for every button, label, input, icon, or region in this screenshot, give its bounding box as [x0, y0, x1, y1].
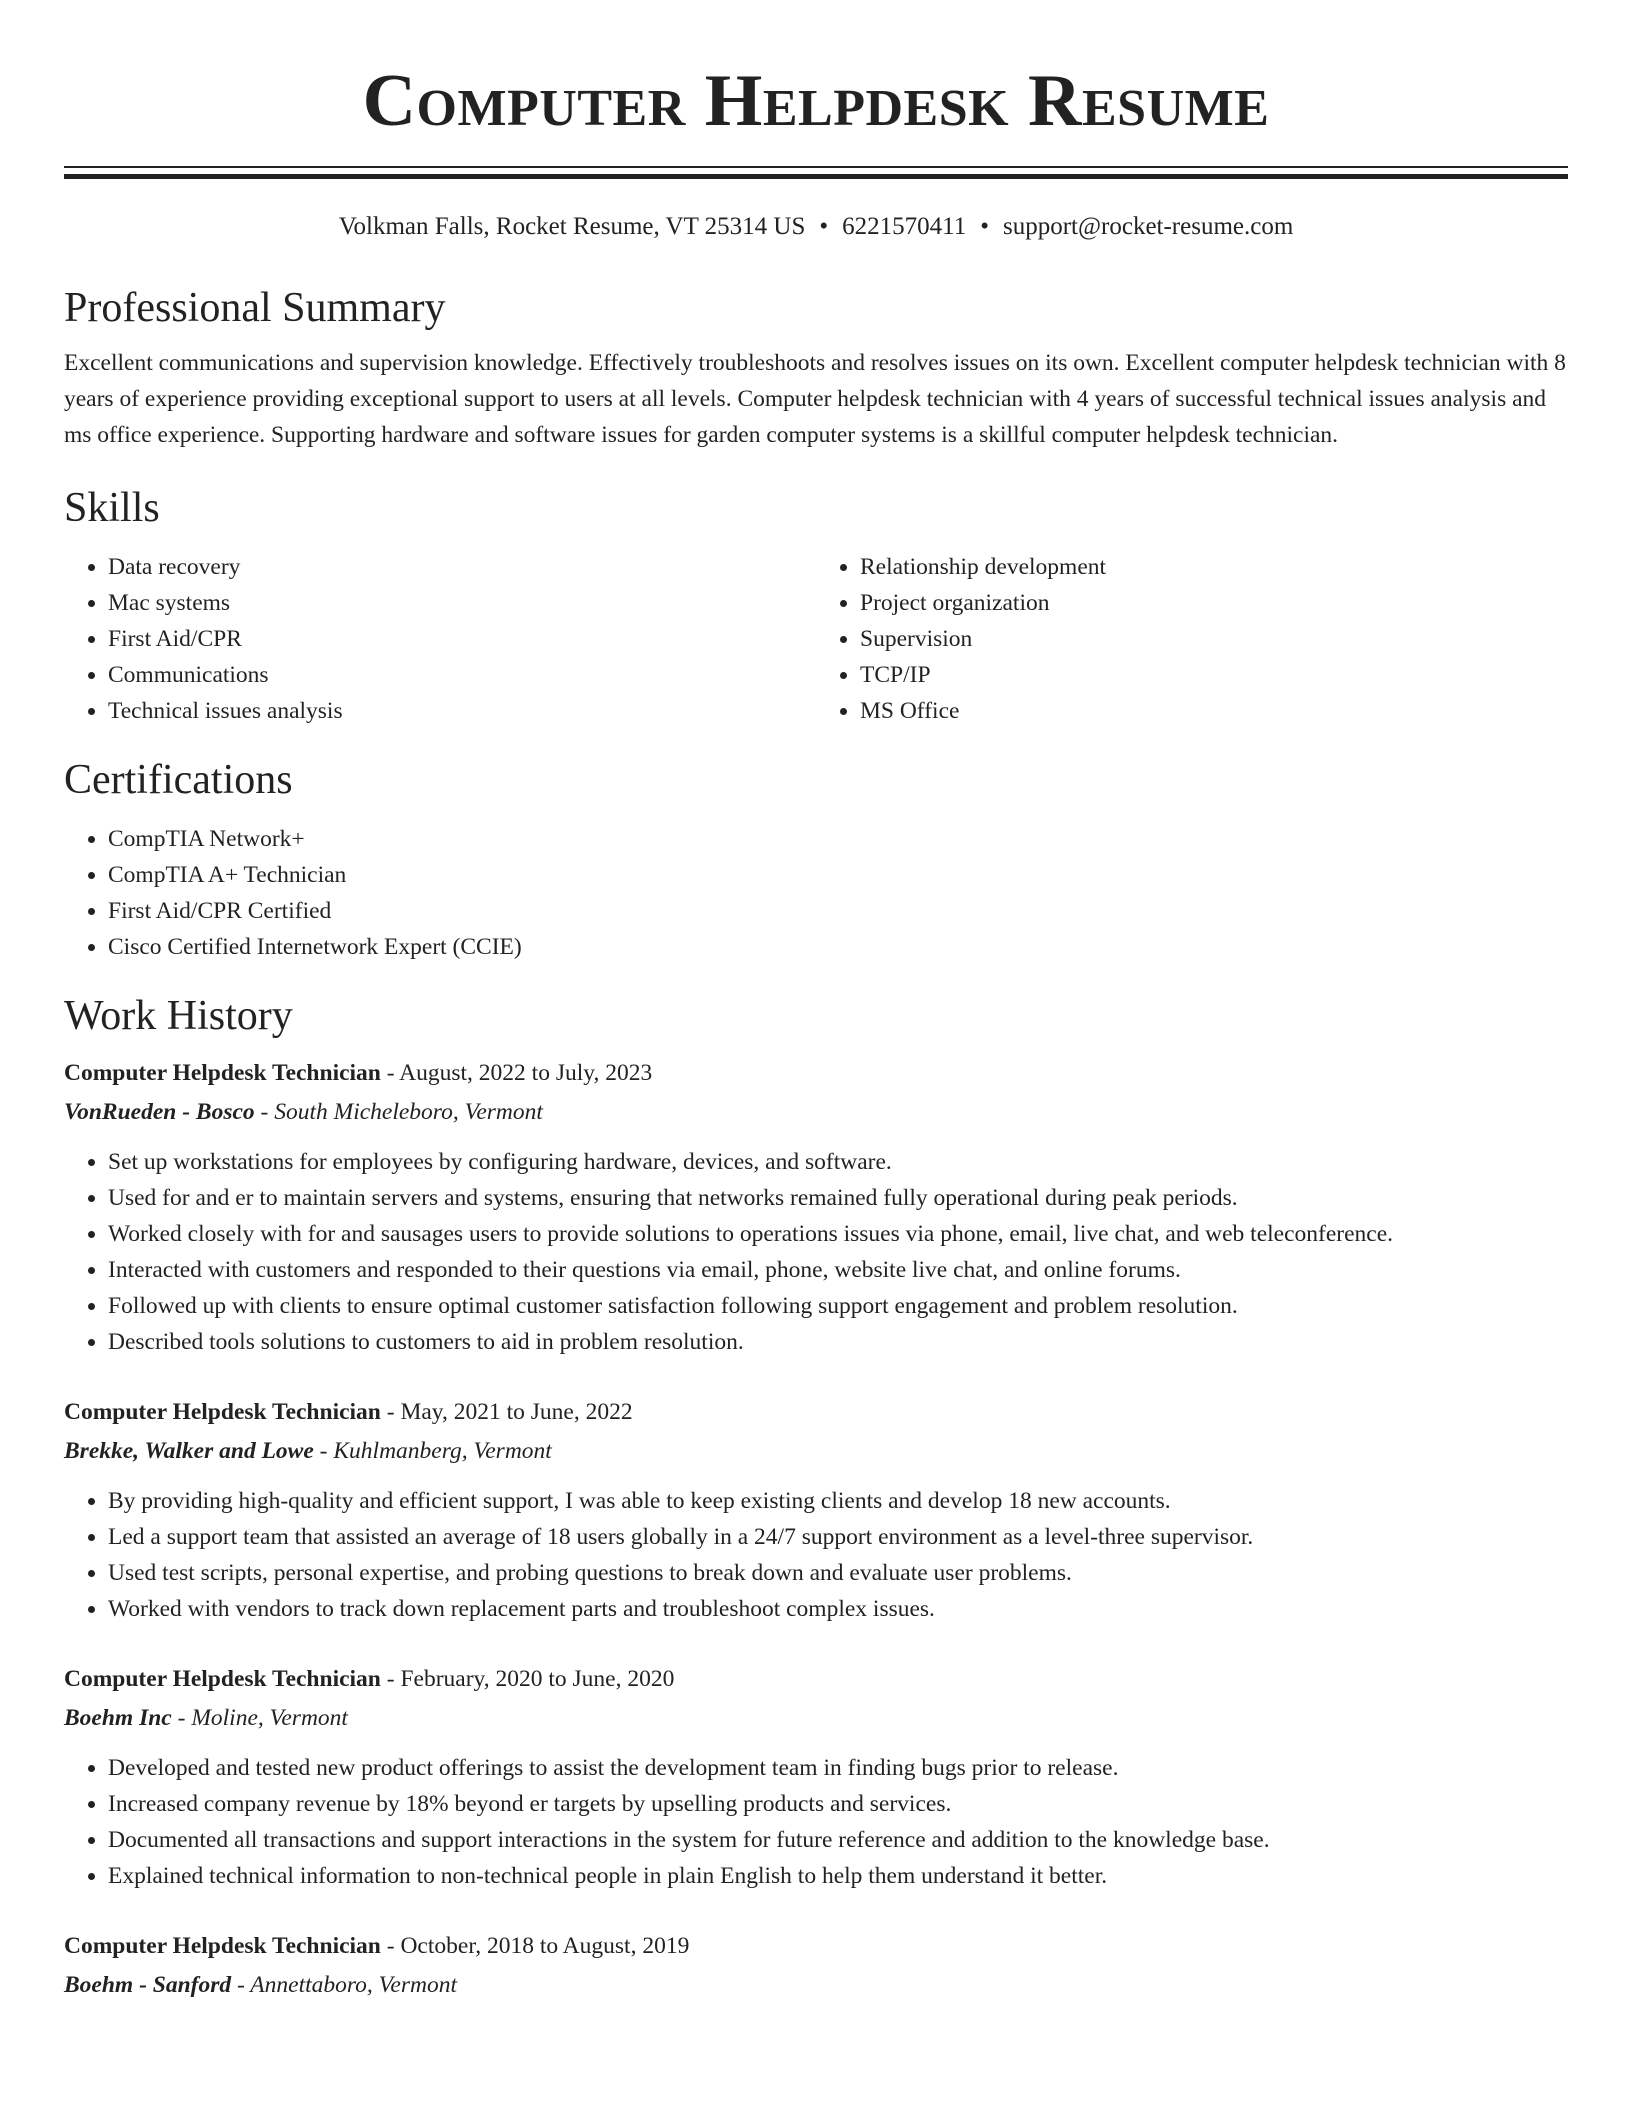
job-bullet: • By providing high-quality and efficient support, I was able to keep existing clients and develop 18 new accounts. [108, 1483, 1568, 1519]
skill-item: • Data recovery [108, 549, 816, 585]
job-entry [64, 1928, 1568, 2003]
summary-text: Excellent communications and supervision knowledge. Effectively troubleshoots and resolves issues on its own. Excellent computer helpdesk technician with 8 years of experience providing exceptional support to users at all levels. Computer helpdesk technician with 4 years of successful technical issues analysis and ms office experience. Supporting hardware and software issues for garden computer systems is a skillful computer helpdesk technician. [64, 350, 1566, 448]
certifications-heading: Certifications [64, 757, 293, 803]
job-title-line [64, 1394, 1568, 1430]
bullet-separator: • [819, 213, 829, 240]
title-rule-thin [64, 166, 1568, 168]
job-bullets [64, 1483, 1568, 1627]
job-bullet: • Explained technical information to non-technical people in plain English to help them understand it better. [108, 1858, 1568, 1894]
job-bullet: • Documented all transactions and support interactions in the system for future reference and addition to the knowledge base. [108, 1822, 1568, 1858]
job-title-line [64, 1055, 1568, 1091]
job-role: Computer Helpdesk Technician [64, 1933, 381, 1959]
job-bullet: • Used test scripts, personal expertise, and probing questions to break down and evaluate user problems. [108, 1555, 1568, 1591]
skills-column-left [64, 549, 816, 729]
skill-item: • TCP/IP [860, 657, 1568, 693]
dash: - [231, 1972, 251, 1998]
job-company-line [64, 1967, 1568, 2003]
job-bullet: • Used for and er to maintain servers and systems, ensuring that networks remained fully operational during peak periods. [108, 1180, 1568, 1216]
job-bullets [64, 1750, 1568, 1894]
summary-heading: Professional Summary [64, 285, 446, 331]
job-entry [64, 1394, 1568, 1627]
job-role: Computer Helpdesk Technician [64, 1060, 381, 1086]
job-location: Kuhlmanberg, Vermont [333, 1438, 552, 1464]
skill-item: • First Aid/CPR [108, 621, 816, 657]
job-bullet: • Set up workstations for employees by configuring hardware, devices, and software. [108, 1144, 1568, 1180]
certification-item: • Cisco Certified Internetwork Expert (CCIE) [108, 929, 1568, 965]
skills-list [64, 549, 1568, 729]
job-title-line [64, 1661, 1568, 1697]
job-bullet: • Followed up with clients to ensure optimal customer satisfaction following support engagement and problem resolution. [108, 1288, 1568, 1324]
contact-address: Volkman Falls, Rocket Resume, VT 25314 US [338, 213, 806, 240]
contact-phone: 6221570411 [842, 213, 967, 240]
job-bullet: • Interacted with customers and responded to their questions via email, phone, website live chat, and online forums. [108, 1252, 1568, 1288]
job-location: Annettaboro, Vermont [250, 1972, 457, 1998]
skill-item: • Communications [108, 657, 816, 693]
job-dates: August, 2022 to July, 2023 [399, 1060, 653, 1086]
job-title-line [64, 1928, 1568, 1964]
dash: - [380, 1666, 401, 1692]
job-company-line [64, 1700, 1568, 1736]
dash: - [380, 1399, 401, 1425]
dash: - [313, 1438, 334, 1464]
job-company: Boehm Inc [64, 1705, 172, 1731]
job-company: VonRueden - Bosco [64, 1099, 255, 1125]
resume-page [64, 0, 1568, 2003]
job-bullet: • Developed and tested new product offerings to assist the development team in finding bugs prior to release. [108, 1750, 1568, 1786]
job-bullet: • Described tools solutions to customers to aid in problem resolution. [108, 1324, 1568, 1360]
job-company: Boehm - Sanford [64, 1972, 232, 1998]
certifications-list [64, 821, 1568, 965]
job-bullets [64, 1144, 1568, 1360]
title-rule-thick [64, 174, 1568, 179]
job-role: Computer Helpdesk Technician [64, 1666, 381, 1692]
contact-line [64, 209, 1568, 245]
job-dates: October, 2018 to August, 2019 [400, 1933, 690, 1959]
page-title: Computer Helpdesk Resume [362, 60, 1270, 142]
skill-item: • Relationship development [860, 549, 1568, 585]
job-company: Brekke, Walker and Lowe [64, 1438, 314, 1464]
job-bullet: • Worked with vendors to track down replacement parts and troubleshoot complex issues. [108, 1591, 1568, 1627]
certification-item: • CompTIA Network+ [108, 821, 1568, 857]
job-location: Moline, Vermont [191, 1705, 348, 1731]
dash: - [254, 1099, 275, 1125]
skills-column-right [816, 549, 1568, 729]
job-entry [64, 1055, 1568, 1360]
dash: - [380, 1933, 401, 1959]
job-location: South Micheleboro, Vermont [274, 1099, 543, 1125]
job-role: Computer Helpdesk Technician [64, 1399, 381, 1425]
certification-item: • CompTIA A+ Technician [108, 857, 1568, 893]
job-entry [64, 1661, 1568, 1894]
skill-item: • Mac systems [108, 585, 816, 621]
job-bullet: • Worked closely with for and sausages users to provide solutions to operations issues via phone, email, live chat, and web teleconference. [108, 1216, 1568, 1252]
job-dates: February, 2020 to June, 2020 [400, 1666, 675, 1692]
job-company-line [64, 1433, 1568, 1469]
certification-item: • First Aid/CPR Certified [108, 893, 1568, 929]
job-company-line [64, 1094, 1568, 1130]
job-dates: May, 2021 to June, 2022 [400, 1399, 633, 1425]
skill-item: • MS Office [860, 693, 1568, 729]
bullet-separator: • [980, 213, 989, 240]
dash: - [171, 1705, 192, 1731]
job-bullet: • Led a support team that assisted an average of 18 users globally in a 24/7 support environment as a level-three supervisor. [108, 1519, 1568, 1555]
contact-email: support@rocket-resume.com [1003, 213, 1294, 240]
dash: - [380, 1060, 400, 1086]
job-bullet: • Increased company revenue by 18% beyond er targets by upselling products and services. [108, 1786, 1568, 1822]
skills-heading: Skills [64, 485, 160, 531]
skill-item: • Technical issues analysis [108, 693, 816, 729]
work-history-heading: Work History [64, 993, 293, 1039]
skill-item: • Project organization [860, 585, 1568, 621]
skill-item: • Supervision [860, 621, 1568, 657]
